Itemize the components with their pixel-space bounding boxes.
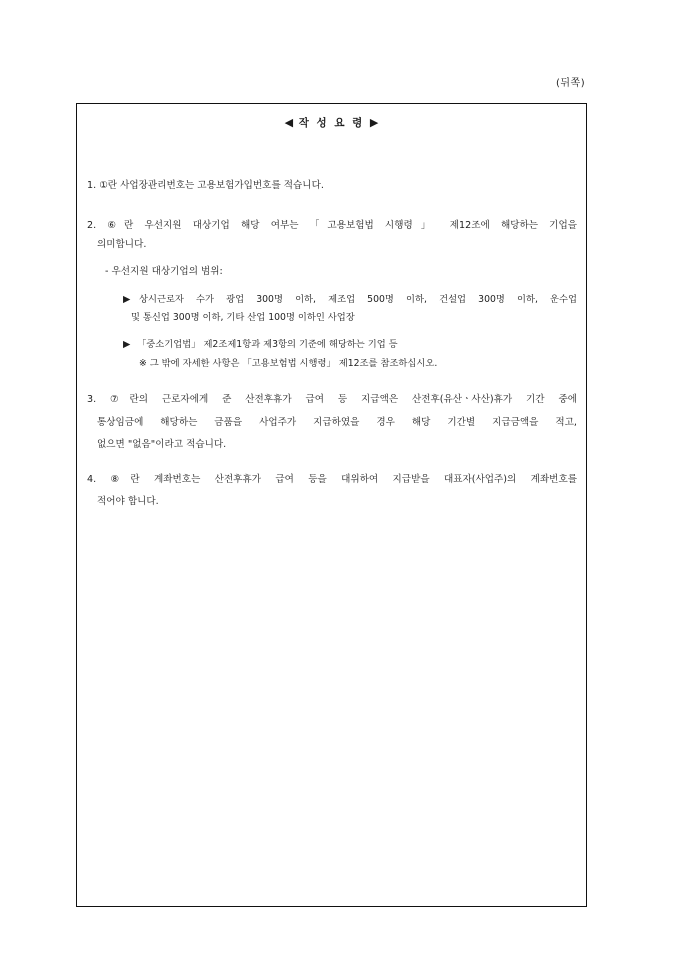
bullet-1-line-2: 및 통신업 300명 이하, 기타 산업 100명 이하인 사업장 <box>131 312 355 323</box>
instruction-item-4-line-1: 4. ⑧란 계좌번호는 산전후휴가 급여 등을 대위하여 지급받을 대표자(사업주)의 계좌번호를 <box>87 474 577 485</box>
left-triangle-icon: ◀ <box>284 116 294 129</box>
bullet-marker-icon: ▶ <box>123 339 131 350</box>
instruction-item-4-line-2: 적어야 합니다. <box>97 496 159 507</box>
instructions-title-text: 작 성 요 령 <box>298 117 365 129</box>
instruction-item-2-line-1: 2. ⑥란 우선지원 대상기업 해당 여부는 「고용보험법 시행령」 제12조에 해당하는 기업을 <box>87 220 577 231</box>
instructions-title <box>77 115 586 130</box>
instructions-box <box>76 103 587 907</box>
page-side-label: (뒤쪽) <box>556 78 586 89</box>
reference-note: ※ 그 밖에 자세한 사항은 「고용보험법 시행령」 제12조를 참조하십시오. <box>139 358 438 369</box>
bullet-1-line-1: 상시근로자 수가 광업 300명 이하, 제조업 500명 이하, 건설업 300명 이하, 운수업 <box>139 294 577 305</box>
instruction-item-1: 1. ①란 사업장관리번호는 고용보험가입번호를 적습니다. <box>87 180 324 191</box>
bullet-2-line-1: 「중소기업법」 제2조제1항과 제3항의 기준에 해당하는 기업 등 <box>137 339 398 350</box>
right-triangle-icon: ▶ <box>369 116 379 129</box>
bullet-marker-icon: ▶ <box>123 294 131 305</box>
instruction-item-2-line-2: 의미합니다. <box>97 239 147 250</box>
instruction-item-3-line-1: 3. ⑦란의 근로자에게 준 산전후휴가 급여 등 지급액은 산전후(유산ㆍ사산)휴가 기간 중에 <box>87 394 577 405</box>
instruction-item-3-line-2: 통상임금에 해당하는 금품을 사업주가 지급하였을 경우 해당 기간별 지급금액을 적고, <box>97 417 577 428</box>
priority-support-scope-heading: - 우선지원 대상기업의 범위: <box>105 266 223 277</box>
instruction-item-3-line-3: 없으면 "없음"이라고 적습니다. <box>97 439 227 450</box>
